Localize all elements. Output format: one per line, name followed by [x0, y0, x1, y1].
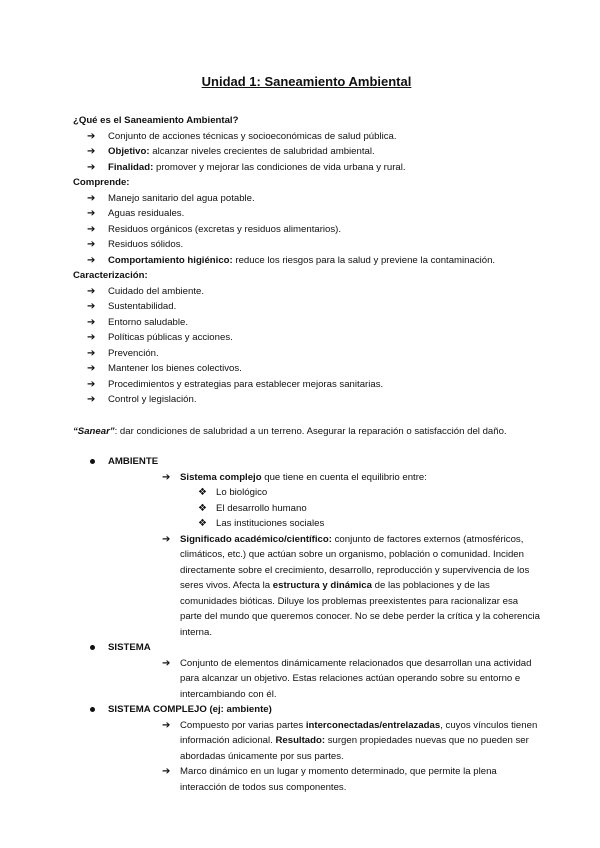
item-label: Finalidad: — [108, 161, 154, 173]
arrow-icon: ➔ — [87, 301, 96, 312]
spacer — [73, 408, 540, 424]
arrow-icon: ➔ — [162, 719, 171, 731]
concept-heading: SISTEMA — [108, 642, 151, 653]
item-text: Residuos sólidos. — [108, 239, 184, 250]
list-item — [180, 485, 540, 501]
concepts-list — [73, 454, 540, 795]
arrow-icon: ➔ — [87, 378, 96, 390]
arrow-icon: ➔ — [87, 254, 96, 266]
list-item — [73, 206, 540, 222]
ambiente-sublist — [108, 470, 540, 641]
item-text: El desarrollo humano — [216, 502, 307, 514]
item-text: alcanzar niveles crecientes de salubridad ambiental. — [149, 146, 375, 157]
item-bold: interconectadas/entrelazadas — [305, 719, 441, 731]
concept-sistema-complejo — [73, 702, 540, 795]
arrow-icon: ➔ — [87, 363, 96, 374]
item-text: Sustentabilidad. — [108, 301, 177, 312]
arrow-icon: ➔ — [87, 208, 96, 219]
concept-sistema — [73, 640, 540, 702]
arrow-icon: ➔ — [162, 533, 171, 545]
item-text: Entorno saludable. — [108, 316, 189, 328]
item-text: Aguas residuales. — [108, 208, 185, 219]
arrow-icon: ➔ — [87, 192, 96, 204]
list-item — [180, 501, 540, 517]
sanear-text: : dar condiciones de salubridad a un terreno. Asegurar la reparación o satisfacción del daño. — [114, 425, 507, 437]
section-heading-caracterizacion: Caracterización: — [73, 270, 148, 281]
item-text: Lo biológico — [216, 487, 268, 498]
item-text: reduce los riesgos para la salud y previene la contaminación. — [232, 254, 496, 266]
item-bold: estructura y dinámica — [272, 580, 372, 591]
item-label: Sistema complejo — [180, 471, 262, 483]
list-item — [144, 532, 540, 641]
item-text: Conjunto de acciones técnicas y socioeconómicas de salud pública. — [108, 130, 397, 142]
page-title: Unidad 1: Saneamiento Ambiental — [201, 74, 412, 89]
arrow-icon: ➔ — [87, 316, 96, 328]
list-item — [73, 377, 540, 393]
list-item — [73, 346, 540, 362]
diamond-icon: ❖ — [198, 502, 207, 514]
diamond-icon: ❖ — [198, 487, 207, 498]
list-item — [73, 191, 540, 207]
list-item — [144, 470, 540, 532]
arrow-icon: ➔ — [162, 657, 171, 669]
arrow-icon: ➔ — [87, 285, 96, 297]
list-item — [73, 129, 540, 145]
list-item — [73, 237, 540, 253]
item-text: que tiene en cuenta el equilibrio entre: — [261, 471, 427, 483]
sistema-sublist — [108, 656, 540, 703]
arrow-icon: ➔ — [87, 161, 96, 173]
item-text: Conjunto de elementos dinámicamente relacionados que desarrollan una actividad para alcanzar un objetivo. Estas relaciones actúan operando sobre su entorno e intercambiando con él. — [180, 657, 532, 700]
list-caracterizacion — [73, 284, 540, 408]
item-text: Compuesto por varias partes — [180, 719, 306, 731]
section-heading-que-es: ¿Qué es el Saneamiento Ambiental? — [73, 115, 239, 126]
item-label: Comportamiento higiénico: — [108, 254, 233, 266]
item-text: Residuos orgánicos (excretas y residuos alimentarios). — [108, 223, 342, 235]
item-text: surgen propiedades nuevas que no pueden ser abordadas únicamente por sus partes. — [180, 735, 529, 762]
arrow-icon: ➔ — [87, 394, 96, 405]
section-heading-comprende: Comprende: — [73, 177, 130, 188]
concept-heading: SISTEMA COMPLEJO (ej: ambiente) — [108, 704, 272, 715]
diamond-icon: ❖ — [198, 518, 207, 529]
list-comprende — [73, 191, 540, 269]
list-item — [73, 392, 540, 408]
bullet-icon — [90, 707, 95, 712]
arrow-icon: ➔ — [87, 223, 96, 235]
concept-heading: AMBIENTE — [108, 456, 159, 467]
item-label: Resultado: — [275, 735, 326, 746]
item-text: Políticas públicas y acciones. — [108, 332, 233, 343]
arrow-icon: ➔ — [87, 347, 96, 359]
arrow-icon: ➔ — [87, 130, 96, 142]
list-item — [144, 764, 540, 795]
sanear-definition — [73, 424, 540, 440]
item-text: Procedimientos y estrategias para establecer mejoras sanitarias. — [108, 378, 384, 390]
equilibrio-list — [180, 485, 540, 532]
list-item — [73, 361, 540, 377]
item-text: Cuidado del ambiente. — [108, 285, 205, 297]
list-item — [144, 718, 540, 765]
list-item — [73, 299, 540, 315]
bullet-icon — [90, 645, 95, 650]
list-item — [144, 656, 540, 703]
list-item — [73, 144, 540, 160]
item-text: Las instituciones sociales — [216, 518, 325, 529]
item-text: Mantener los bienes colectivos. — [108, 363, 242, 374]
list-item — [73, 330, 540, 346]
complejo-sublist — [108, 718, 540, 796]
list-item — [73, 222, 540, 238]
item-text: Control y legislación. — [108, 394, 197, 405]
list-que-es — [73, 129, 540, 176]
bullet-icon — [90, 459, 95, 464]
list-item — [73, 160, 540, 176]
arrow-icon: ➔ — [87, 332, 96, 343]
arrow-icon: ➔ — [87, 239, 96, 250]
list-item — [73, 253, 540, 269]
item-text: Marco dinámico en un lugar y momento determinado, que permite la plena interacción de todos sus componentes. — [180, 766, 497, 793]
arrow-icon: ➔ — [87, 146, 96, 157]
item-text: de las poblaciones y de las comunidades bióticas. Diluye los problemas preexistentes para racionalizar esa parte del mundo que queremos conocer. No se debe perder la crítica y la coherencia interna. — [180, 580, 540, 638]
list-item — [180, 516, 540, 532]
item-text: , cuyos vínculos tienen información adicional. — [180, 719, 538, 746]
concept-ambiente — [73, 454, 540, 640]
arrow-icon: ➔ — [162, 766, 171, 777]
item-label: Significado académico/científico: — [180, 533, 332, 545]
item-text: promover y mejorar las condiciones de vida urbana y rural. — [153, 161, 406, 173]
list-item — [73, 315, 540, 331]
item-text: Prevención. — [108, 347, 159, 359]
list-item — [73, 284, 540, 300]
item-text: conjunto de factores externos (atmosféricos, climáticos, etc.) que actúan sobre un organismo, población o comunidad. Inciden directamente sobre el crecimiento, desarrollo, reproducción y supervivencia de los seres vivos. Afecta la — [180, 533, 530, 591]
item-label: Objetivo: — [108, 146, 150, 157]
item-text: Manejo sanitario del agua potable. — [108, 192, 255, 204]
sanear-term: “Sanear” — [73, 425, 115, 437]
arrow-icon: ➔ — [162, 471, 171, 483]
